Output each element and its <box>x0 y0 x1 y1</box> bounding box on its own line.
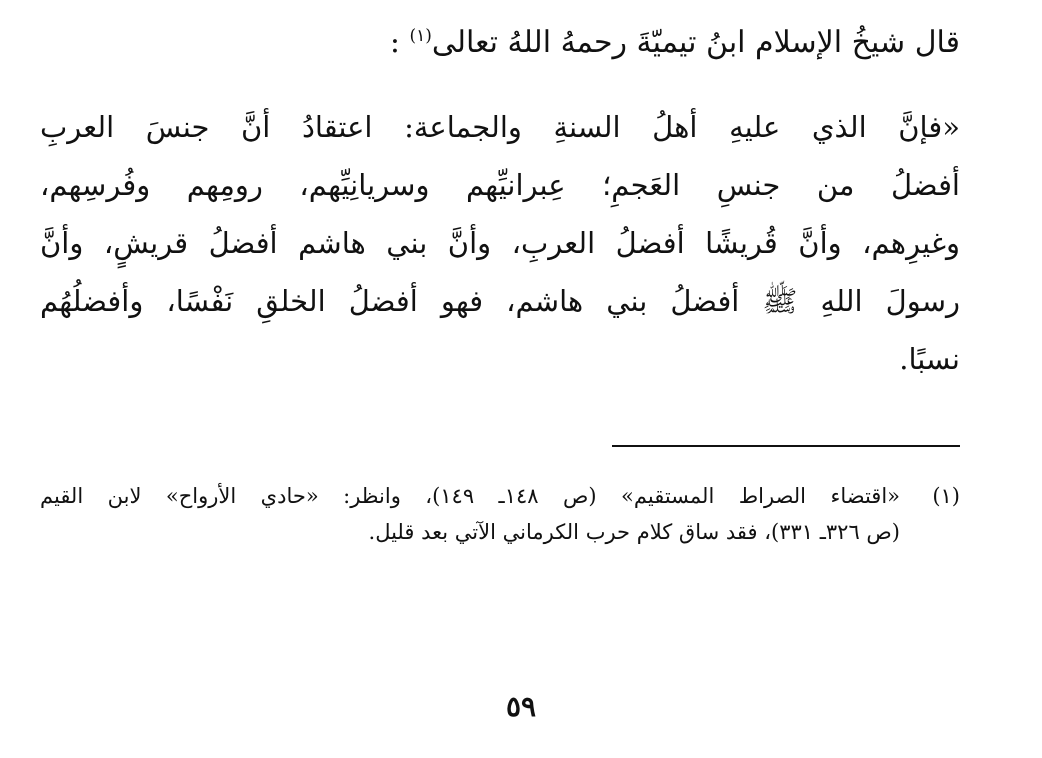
footnote-line: «اقتضاء الصراط المستقيم» (ص ١٤٨ـ ١٤٩)، وانظر: «حادي الأرواح» لابن القيم <box>40 484 901 508</box>
intro-colon: : <box>389 25 400 60</box>
footnote-line: (ص ٣٢٦ـ ٣٣١)، فقد ساق كلام حرب الكرماني الآتي بعد قليل. <box>368 520 900 544</box>
quote-line: رسولَ اللهِ ﷺ أفضلُ بني هاشم، فهو أفضلُ الخلقِ نَفْسًا، وأفضلُهُم <box>40 284 960 318</box>
footnote-separator <box>612 445 960 447</box>
quote-line: وغيرِهم، وأنَّ قُريشًا أفضلُ العربِ، وأنَّ بني هاشم أفضلُ قريشٍ، وأنَّ <box>40 226 960 260</box>
footnote-marker: (١) <box>932 484 960 508</box>
footnote <box>40 478 960 550</box>
quote-line: أفضلُ من جنسِ العَجمِ؛ عِبرانيِّهم وسريانِيِّهم، رومِهم وفُرسِهم، <box>40 168 960 202</box>
intro-line <box>160 14 960 65</box>
quote-paragraph <box>40 98 960 388</box>
footnote-reference: (١) <box>409 26 432 46</box>
page-number: ٥٩ <box>505 690 537 723</box>
footnote-body <box>40 478 900 550</box>
quote-line: «فإنَّ الذي عليهِ أهلُ السنةِ والجماعة: اعتقادُ أنَّ جنسَ العربِ <box>40 110 960 144</box>
intro-text: قال شيخُ الإسلام ابنُ تيميّةَ رحمهُ اللهُ تعالى <box>431 25 960 60</box>
quote-line: نسبًا. <box>899 342 960 376</box>
